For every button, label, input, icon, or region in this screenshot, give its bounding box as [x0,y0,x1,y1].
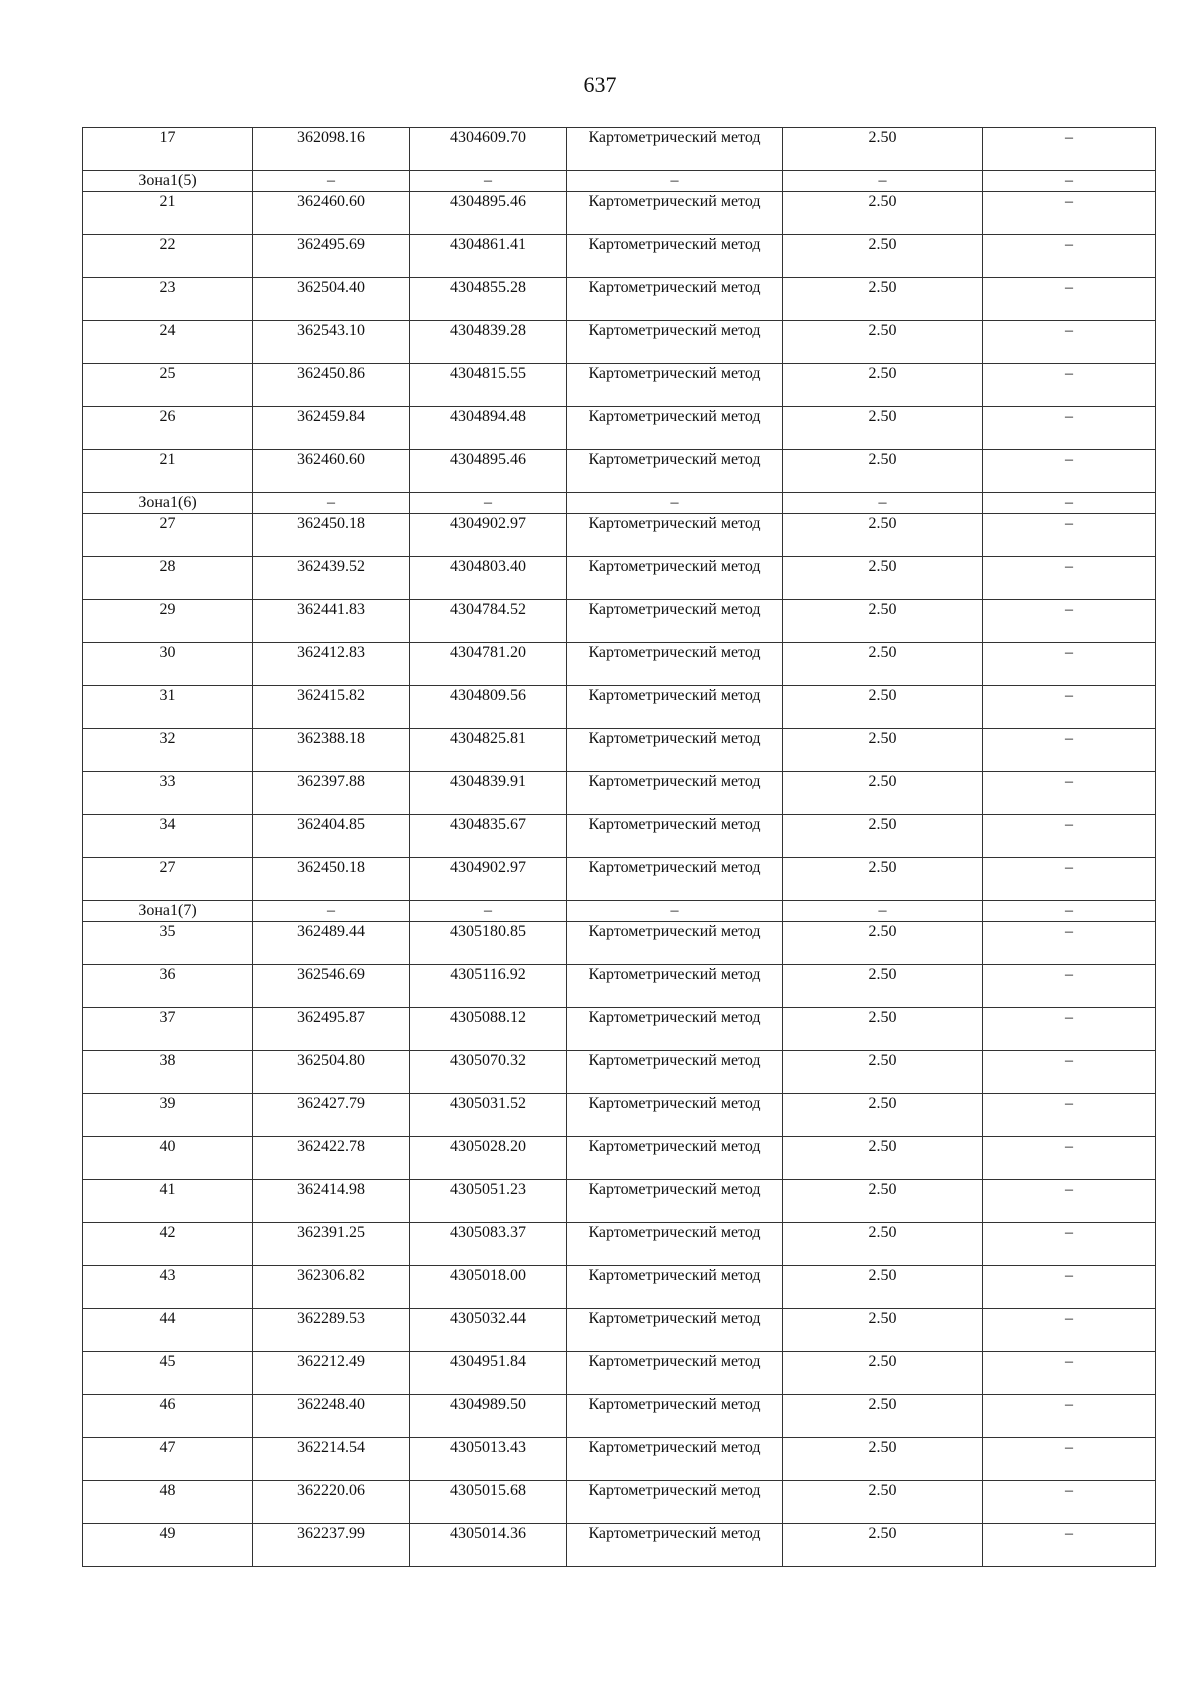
note-cell: – [983,278,1156,321]
note-cell: – [983,1094,1156,1137]
page-number: 637 [583,72,617,97]
method-cell: Картометрический метод [567,235,783,278]
note-cell: – [983,407,1156,450]
table-row [83,1094,1156,1137]
point-number-cell: 25 [83,364,253,407]
y-coordinate-cell: 4304835.67 [410,815,567,858]
x-coordinate-cell: 362495.69 [253,235,410,278]
y-coordinate-cell: 4304815.55 [410,364,567,407]
zone-dash-cell: – [410,171,567,192]
x-coordinate-cell: 362543.10 [253,321,410,364]
zone-dash-cell: – [983,171,1156,192]
x-coordinate-cell: 362388.18 [253,729,410,772]
y-coordinate-cell: 4305031.52 [410,1094,567,1137]
x-coordinate-cell: 362404.85 [253,815,410,858]
method-cell: Картометрический метод [567,1008,783,1051]
zone-label-cell: Зона1(7) [83,901,253,922]
accuracy-cell: 2.50 [783,729,983,772]
point-number-cell: 48 [83,1481,253,1524]
note-cell: – [983,1051,1156,1094]
method-cell: Картометрический метод [567,1438,783,1481]
table-row [83,965,1156,1008]
y-coordinate-cell: 4305180.85 [410,922,567,965]
accuracy-cell: 2.50 [783,1524,983,1567]
method-cell: Картометрический метод [567,1481,783,1524]
note-cell: – [983,965,1156,1008]
point-number-cell: 31 [83,686,253,729]
point-number-cell: 24 [83,321,253,364]
y-coordinate-cell: 4304781.20 [410,643,567,686]
note-cell: – [983,1352,1156,1395]
point-number-cell: 41 [83,1180,253,1223]
x-coordinate-cell: 362397.88 [253,772,410,815]
point-number-cell: 42 [83,1223,253,1266]
table-row [83,514,1156,557]
table-row [83,600,1156,643]
note-cell: – [983,557,1156,600]
zone-dash-cell: – [783,493,983,514]
x-coordinate-cell: 362289.53 [253,1309,410,1352]
method-cell: Картометрический метод [567,922,783,965]
y-coordinate-cell: 4304855.28 [410,278,567,321]
method-cell: Картометрический метод [567,321,783,364]
method-cell: Картометрический метод [567,1180,783,1223]
zone-dash-cell: – [783,171,983,192]
table-row [83,1266,1156,1309]
x-coordinate-cell: 362098.16 [253,128,410,171]
x-coordinate-cell: 362391.25 [253,1223,410,1266]
note-cell: – [983,643,1156,686]
y-coordinate-cell: 4305014.36 [410,1524,567,1567]
note-cell: – [983,1266,1156,1309]
note-cell: – [983,1137,1156,1180]
table-row [83,729,1156,772]
x-coordinate-cell: 362460.60 [253,450,410,493]
x-coordinate-cell: 362450.18 [253,858,410,901]
note-cell: – [983,450,1156,493]
y-coordinate-cell: 4305088.12 [410,1008,567,1051]
accuracy-cell: 2.50 [783,1094,983,1137]
method-cell: Картометрический метод [567,858,783,901]
accuracy-cell: 2.50 [783,686,983,729]
table-row [83,321,1156,364]
accuracy-cell: 2.50 [783,1223,983,1266]
zone-dash-cell: – [410,493,567,514]
note-cell: – [983,1438,1156,1481]
table-row [83,1051,1156,1094]
table-row [83,858,1156,901]
zone-dash-cell: – [567,171,783,192]
method-cell: Картометрический метод [567,1094,783,1137]
x-coordinate-cell: 362489.44 [253,922,410,965]
zone-dash-cell: – [783,901,983,922]
x-coordinate-cell: 362441.83 [253,600,410,643]
zone-dash-cell: – [253,493,410,514]
point-number-cell: 21 [83,450,253,493]
accuracy-cell: 2.50 [783,858,983,901]
x-coordinate-cell: 362439.52 [253,557,410,600]
accuracy-cell: 2.50 [783,1481,983,1524]
note-cell: – [983,729,1156,772]
y-coordinate-cell: 4305015.68 [410,1481,567,1524]
y-coordinate-cell: 4304825.81 [410,729,567,772]
table-row [83,557,1156,600]
point-number-cell: 23 [83,278,253,321]
x-coordinate-cell: 362415.82 [253,686,410,729]
method-cell: Картометрический метод [567,128,783,171]
point-number-cell: 35 [83,922,253,965]
point-number-cell: 32 [83,729,253,772]
method-cell: Картометрический метод [567,643,783,686]
point-number-cell: 22 [83,235,253,278]
note-cell: – [983,192,1156,235]
table-row [83,922,1156,965]
note-cell: – [983,815,1156,858]
accuracy-cell: 2.50 [783,600,983,643]
zone-dash-cell: – [410,901,567,922]
table-row [83,815,1156,858]
accuracy-cell: 2.50 [783,965,983,1008]
note-cell: – [983,772,1156,815]
y-coordinate-cell: 4304839.91 [410,772,567,815]
y-coordinate-cell: 4304902.97 [410,514,567,557]
y-coordinate-cell: 4304784.52 [410,600,567,643]
method-cell: Картометрический метод [567,1051,783,1094]
point-number-cell: 17 [83,128,253,171]
zone-header-row [83,171,1156,192]
table-row [83,235,1156,278]
accuracy-cell: 2.50 [783,235,983,278]
accuracy-cell: 2.50 [783,321,983,364]
coordinates-table [82,127,1156,1567]
x-coordinate-cell: 362212.49 [253,1352,410,1395]
y-coordinate-cell: 4305032.44 [410,1309,567,1352]
note-cell: – [983,858,1156,901]
method-cell: Картометрический метод [567,600,783,643]
y-coordinate-cell: 4305083.37 [410,1223,567,1266]
point-number-cell: 47 [83,1438,253,1481]
y-coordinate-cell: 4304894.48 [410,407,567,450]
zone-header-row [83,901,1156,922]
accuracy-cell: 2.50 [783,1137,983,1180]
y-coordinate-cell: 4304809.56 [410,686,567,729]
point-number-cell: 37 [83,1008,253,1051]
zone-label-cell: Зона1(5) [83,171,253,192]
x-coordinate-cell: 362546.69 [253,965,410,1008]
note-cell: – [983,1180,1156,1223]
y-coordinate-cell: 4305051.23 [410,1180,567,1223]
method-cell: Картометрический метод [567,772,783,815]
method-cell: Картометрический метод [567,729,783,772]
zone-dash-cell: – [253,171,410,192]
point-number-cell: 46 [83,1395,253,1438]
accuracy-cell: 2.50 [783,643,983,686]
method-cell: Картометрический метод [567,1266,783,1309]
accuracy-cell: 2.50 [783,772,983,815]
table-row [83,1309,1156,1352]
table-row [83,1008,1156,1051]
point-number-cell: 28 [83,557,253,600]
point-number-cell: 27 [83,858,253,901]
zone-dash-cell: – [253,901,410,922]
note-cell: – [983,1395,1156,1438]
method-cell: Картометрический метод [567,815,783,858]
x-coordinate-cell: 362450.86 [253,364,410,407]
table-row [83,407,1156,450]
method-cell: Картометрический метод [567,1395,783,1438]
point-number-cell: 39 [83,1094,253,1137]
accuracy-cell: 2.50 [783,1051,983,1094]
accuracy-cell: 2.50 [783,1352,983,1395]
x-coordinate-cell: 362214.54 [253,1438,410,1481]
table-row [83,686,1156,729]
table-row [83,1438,1156,1481]
accuracy-cell: 2.50 [783,364,983,407]
y-coordinate-cell: 4304989.50 [410,1395,567,1438]
y-coordinate-cell: 4304951.84 [410,1352,567,1395]
note-cell: – [983,128,1156,171]
point-number-cell: 44 [83,1309,253,1352]
note-cell: – [983,1524,1156,1567]
table-row [83,278,1156,321]
accuracy-cell: 2.50 [783,1008,983,1051]
x-coordinate-cell: 362504.40 [253,278,410,321]
point-number-cell: 40 [83,1137,253,1180]
zone-header-row [83,493,1156,514]
x-coordinate-cell: 362237.99 [253,1524,410,1567]
table-row [83,1137,1156,1180]
note-cell: – [983,514,1156,557]
x-coordinate-cell: 362412.83 [253,643,410,686]
note-cell: – [983,1223,1156,1266]
accuracy-cell: 2.50 [783,192,983,235]
zone-dash-cell: – [983,901,1156,922]
point-number-cell: 33 [83,772,253,815]
method-cell: Картометрический метод [567,407,783,450]
y-coordinate-cell: 4305013.43 [410,1438,567,1481]
method-cell: Картометрический метод [567,1223,783,1266]
accuracy-cell: 2.50 [783,1395,983,1438]
x-coordinate-cell: 362504.80 [253,1051,410,1094]
x-coordinate-cell: 362306.82 [253,1266,410,1309]
point-number-cell: 26 [83,407,253,450]
x-coordinate-cell: 362220.06 [253,1481,410,1524]
method-cell: Картометрический метод [567,514,783,557]
accuracy-cell: 2.50 [783,1309,983,1352]
note-cell: – [983,321,1156,364]
table-row [83,128,1156,171]
y-coordinate-cell: 4304609.70 [410,128,567,171]
coordinates-table-body [83,128,1156,1567]
zone-label-cell: Зона1(6) [83,493,253,514]
accuracy-cell: 2.50 [783,1180,983,1223]
table-row [83,450,1156,493]
table-row [83,1352,1156,1395]
y-coordinate-cell: 4304839.28 [410,321,567,364]
point-number-cell: 27 [83,514,253,557]
method-cell: Картометрический метод [567,192,783,235]
x-coordinate-cell: 362414.98 [253,1180,410,1223]
x-coordinate-cell: 362495.87 [253,1008,410,1051]
note-cell: – [983,1309,1156,1352]
point-number-cell: 34 [83,815,253,858]
y-coordinate-cell: 4305116.92 [410,965,567,1008]
point-number-cell: 49 [83,1524,253,1567]
point-number-cell: 36 [83,965,253,1008]
method-cell: Картометрический метод [567,1137,783,1180]
y-coordinate-cell: 4304895.46 [410,192,567,235]
note-cell: – [983,686,1156,729]
note-cell: – [983,235,1156,278]
note-cell: – [983,364,1156,407]
y-coordinate-cell: 4304803.40 [410,557,567,600]
table-row [83,772,1156,815]
point-number-cell: 29 [83,600,253,643]
zone-dash-cell: – [983,493,1156,514]
table-row [83,364,1156,407]
x-coordinate-cell: 362459.84 [253,407,410,450]
method-cell: Картометрический метод [567,364,783,407]
accuracy-cell: 2.50 [783,514,983,557]
y-coordinate-cell: 4305070.32 [410,1051,567,1094]
y-coordinate-cell: 4304895.46 [410,450,567,493]
method-cell: Картометрический метод [567,1352,783,1395]
x-coordinate-cell: 362460.60 [253,192,410,235]
method-cell: Картометрический метод [567,965,783,1008]
accuracy-cell: 2.50 [783,1438,983,1481]
table-row [83,643,1156,686]
y-coordinate-cell: 4304861.41 [410,235,567,278]
table-row [83,1524,1156,1567]
x-coordinate-cell: 362427.79 [253,1094,410,1137]
method-cell: Картометрический метод [567,450,783,493]
y-coordinate-cell: 4305018.00 [410,1266,567,1309]
zone-dash-cell: – [567,493,783,514]
point-number-cell: 43 [83,1266,253,1309]
accuracy-cell: 2.50 [783,407,983,450]
zone-dash-cell: – [567,901,783,922]
table-row [83,1481,1156,1524]
note-cell: – [983,922,1156,965]
table-row [83,192,1156,235]
note-cell: – [983,600,1156,643]
table-row [83,1223,1156,1266]
accuracy-cell: 2.50 [783,450,983,493]
y-coordinate-cell: 4305028.20 [410,1137,567,1180]
accuracy-cell: 2.50 [783,1266,983,1309]
method-cell: Картометрический метод [567,557,783,600]
accuracy-cell: 2.50 [783,278,983,321]
note-cell: – [983,1481,1156,1524]
point-number-cell: 30 [83,643,253,686]
point-number-cell: 45 [83,1352,253,1395]
note-cell: – [983,1008,1156,1051]
x-coordinate-cell: 362248.40 [253,1395,410,1438]
method-cell: Картометрический метод [567,1524,783,1567]
accuracy-cell: 2.50 [783,128,983,171]
table-row [83,1180,1156,1223]
y-coordinate-cell: 4304902.97 [410,858,567,901]
accuracy-cell: 2.50 [783,815,983,858]
accuracy-cell: 2.50 [783,922,983,965]
x-coordinate-cell: 362422.78 [253,1137,410,1180]
method-cell: Картометрический метод [567,278,783,321]
table-row [83,1395,1156,1438]
method-cell: Картометрический метод [567,686,783,729]
x-coordinate-cell: 362450.18 [253,514,410,557]
point-number-cell: 21 [83,192,253,235]
method-cell: Картометрический метод [567,1309,783,1352]
accuracy-cell: 2.50 [783,557,983,600]
point-number-cell: 38 [83,1051,253,1094]
